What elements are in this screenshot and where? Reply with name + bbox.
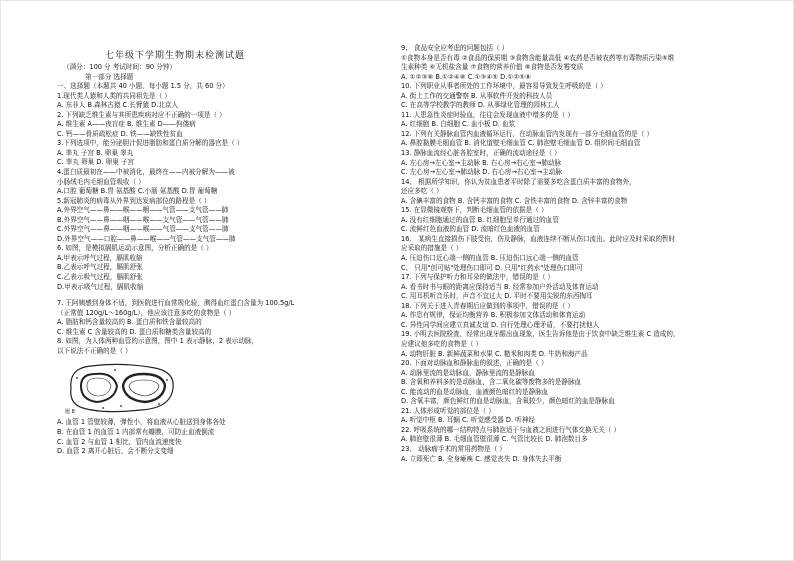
figure-tag: 题 8 [65,408,75,415]
question-line: （正常值 120g/L～160g/L），他应该注意多吃的食物是（ ） [57,308,236,317]
question-line: 11. 人患急性炎症时验血，往往会发现血液中增多的是（ ） [401,110,574,119]
question-line: 23、 动脉瘤手术的常用药物是（ ） [401,444,506,453]
question-line: A. 听觉中枢 B. 耳蜗 C. 听觉感受器 D. 听神经 [401,416,535,425]
question-line: 3.下列选项中，能分泌胆汁促进脂肪和蛋白质分解的器官是（ ） [57,139,244,148]
question-line: A. 看书时书与眼的距离应保持适当 B. 经常参加户外活动及体育运动 [401,282,599,291]
section-heading: 第一部分 选择题 [85,72,134,81]
question-line: C. 能流动的血是动脉血，血液颜色暗红的是静脉血 [401,387,549,396]
question-line: 以下说法不正确的是（ ） [57,346,132,355]
section-note: 一、选择题（本题共 40 小题，每小题 1.5 分，共 60 分） [57,82,229,91]
question-line: A.甲表示呼气过程，膈肌收缩 [57,253,143,262]
question-block-1 [57,92,389,292]
question-line: A. 没有红细胞通过的血管 B. 红细胞呈单行通过的血管 [401,215,559,224]
question-line: A.外界空气——鼻——喉——咽——气管——支气管——肺 [57,206,229,215]
question-line: C. 在高等学校教学的教师 D. 从事绿化管理的园林工人 [401,101,560,110]
question-line: A. 肺泡壁很薄 B. 毛细血管壁很薄 C. 气管比较长 D. 肺泡数目多 [401,435,588,444]
question-line: 13. 静脉血流经心脏各腔室时，正确的流动途径是（ ） [401,149,561,158]
question-line: A. 红细胞 B. 白细胞 C. 血小板 D. 血浆 [401,120,516,129]
exam-title: 七年级下学期生物期末检测试题 [105,51,246,61]
question-line: 10. 下列职业从事者所处的工作环境中，最容易导致发生呼吸的是（ ） [401,82,607,91]
question-line: A. 脂肪和钙含量较高的 B. 蛋白质和铁含量较高的 [57,318,202,327]
blood-vessel-diagram [63,358,183,416]
question-line: C、 只用"创可贴"处理伤口即可 D. 只用"红药水"处理伤口即可 [401,263,583,272]
question-line: A. 动脉里流的是动脉血，静脉里流的是静脉血 [401,368,535,377]
question-line: 5.新冠肺炎的病毒从外界到达发病部位的路程是（ ） [57,196,211,205]
question-line: 16、 某病生直接损伤下肢受伤，伤及静脉，血液连续不断从伤口流出。此时应及时采取的暂时 [401,234,676,243]
question-line: 8. 如图，为人体两种血管的示意图，图中 1 表示静脉，2 表示动脉， [57,337,259,346]
question-line: 应建议他多吃的食物是（ ） [401,339,483,348]
question-line: B.外界空气——鼻——咽——喉——支气管——气管——肺 [57,215,229,224]
question-line: C. 维生素 C 含量较高的 D. 蛋白质和糖类含量较高的 [57,327,212,336]
question-line: C. 钙——骨质疏松症 D. 铁——缺铁性贫血 [57,129,183,138]
question-line: A. 动物肝脏 B. 新鲜蔬菜和水果 C. 糙米和肉类 D. 牛奶和海产品 [401,349,588,358]
question-line: A. ①②③⑧ B.①②④⑧ C.①③④⑤ D.①②⑤⑧ [401,72,531,81]
question-line: 21. 人体形成听觉的部位是（ ） [401,406,495,415]
question-block-2 [57,299,389,356]
question-line: 小肠绒毛内毛细血管吸收（ ） [57,177,145,186]
question-line: 14、 根据所学知识，你认为贫血患者平时除了需要多吃含蛋白质丰富的食物外， [401,177,636,186]
question-line: A.口腔 葡萄糖 B.胃 氨基酸 C.小肠 氨基酸 D.胃 葡萄糖 [57,187,218,196]
question-line: 22. 呼吸系统的哪一结构特点与肺泡适于与血液之间进行气体交换无关（ ） [401,425,621,434]
question-line: 7. 王阿姨感到身体不适，到医院进行血常规化验，测得血红蛋白含量为 100.5g/L [57,299,295,308]
question-line: B.乙表示呼气过程，膈肌舒张 [57,263,143,272]
question-line: A. 左心房→左心室→主动脉 B. 右心房→右心室→肺动脉 [401,158,562,167]
question-line: C. 左心房→左心室→肺动脉 D. 右心房→右心室→主动脉 [401,168,562,177]
question-line: ①食物本身是否有毒 ②食品的保质期 ③食物含能量高低 ④农药是否被农药等有毒物质污染⑤维 [401,53,675,62]
question-line: 12. 下列有关静脉血管内血液循环运行，在动脉血管内发现有一部分毛细血管的是（ ） [401,129,654,138]
blood-vessel-figure [63,358,183,416]
question-line: A. 睾丸 子宫 B. 卵巢 睾丸 [57,148,134,157]
question-line: 4.蛋白质最初在——中被消化，最终在——内被分解为——被 [57,168,235,177]
question-line: 1.现代类人猿和人类的共同祖先是（ ） [57,91,171,100]
question-line: D. 血管 2 离开心脏后，会不断分支变细 [57,447,174,456]
question-line: 20. 下面对动脉血和静脉血的叙述，正确的是（ ） [401,359,548,368]
question-line: C.乙表示吸气过程，膈肌舒张 [57,273,143,282]
question-line: C. 睾丸 卵巢 D. 卵巢 子宫 [57,158,135,167]
question-line: A. 鼻腔黏膜毛细血管 B. 消化道壁毛细血管 C. 肺泡壁毛细血管 D. 组织间毛细血管 [401,139,641,148]
question-line: C.外界空气——鼻——咽——喉——气管——支气管——肺 [57,225,229,234]
question-line: 17. 下列与保护听力和耳朵的做法中，错误的是（ ） [401,273,555,282]
question-block-right [401,44,741,464]
question-line: 还应多吃（ ） [401,187,443,196]
question-line: 6. 如图，是模拟膈肌运动示意图，分析正确的是（ ） [57,244,213,253]
question-line: A. 作息有规律，保证均衡营养 B. 积极参加文体活动和体育运动 [401,311,586,320]
right-column [401,44,741,464]
question-line: D.甲表示吸气过程，膈肌收缩 [57,282,144,291]
question-line: D.外界空气——口腔——鼻——喉——气管——支气管——肺 [57,234,236,243]
question-block-3 [57,418,389,456]
exam-meta: （满分：100 分 考试时间：90 分钟） [63,63,176,71]
question-line: B. 在血管 1 的血管 1 内部常有瓣膜，可防止血液倒流 [57,427,215,436]
question-line: C. 用耳机听音乐时，声音不宜过大 D. 平时不要用尖锐的东西掏耳 [401,292,593,301]
question-line: 应采取的措施是（ ） [401,244,463,253]
question-line: 生素种类 ⑥无机盐含量 ⑦食物的营养价值 ⑧食物是否发霉变质 [401,63,584,72]
question-line: A. 街上工作的交通警察 B. 从事软件开发的科技人员 [401,91,553,100]
left-column [57,44,389,457]
question-line: 19. 小明去医院检查，经常出现牙龈出血现象，医生告诉他是由于饮食中缺乏维生素 C 造成的， [401,330,680,339]
question-line: A. 压迫伤口近心端一侧的血管 B. 压迫伤口远心端一侧的血管 [401,254,579,263]
question-line: C. 流鲜红色血液的血管 D. 流暗红色血液的血管 [401,225,540,234]
question-line: B. 含氧和养料多的是动脉血，含二氧化碳等废物多的是静脉血 [401,378,582,387]
question-line: 2. 下列缺乏维生素与其所患疾病对应不正确的一项是（ ） [57,110,226,119]
question-line: C. 血管 2 与血管 1 相比，管内血流速度快 [57,437,182,446]
question-line: A. 含碘丰富的食物 B. 含钙丰富的食物 C. 含铁丰富的食物 D. 含锌丰富的食物 [401,196,628,205]
question-line: A. 立即死亡 B. 全身瘫痪 C. 感觉丧失 D. 身体失去平衡 [401,454,562,463]
question-line: D. 含氧丰富，颜色鲜红的血是动脉血，含氧较少，颜色暗红的血是静脉血 [401,397,615,406]
question-line: 15. 在显微镜观察下，判断毛细血管的依据是（ ） [401,206,548,215]
question-line: 9、 食品安全应考虑的问题包括（ ） [401,44,509,52]
question-line: C. 异性同学间应建立真诚友谊 D. 自行处理心理矛盾，不要打扰他人 [401,320,600,329]
question-line: A. 东非人 B.森林古猿 C.长臂猿 D.北京人 [57,101,179,110]
question-line: A. 维生素 A——夜盲症 B. 维生素 D——佝偻病 [57,120,196,129]
question-line: 18. 下列关于进入青春期后应做到的事项中，错误的是（ ） [401,301,574,310]
question-line: A. 血管 1 管壁较薄，弹性小，将血液从心脏送到身体各处 [57,418,226,427]
